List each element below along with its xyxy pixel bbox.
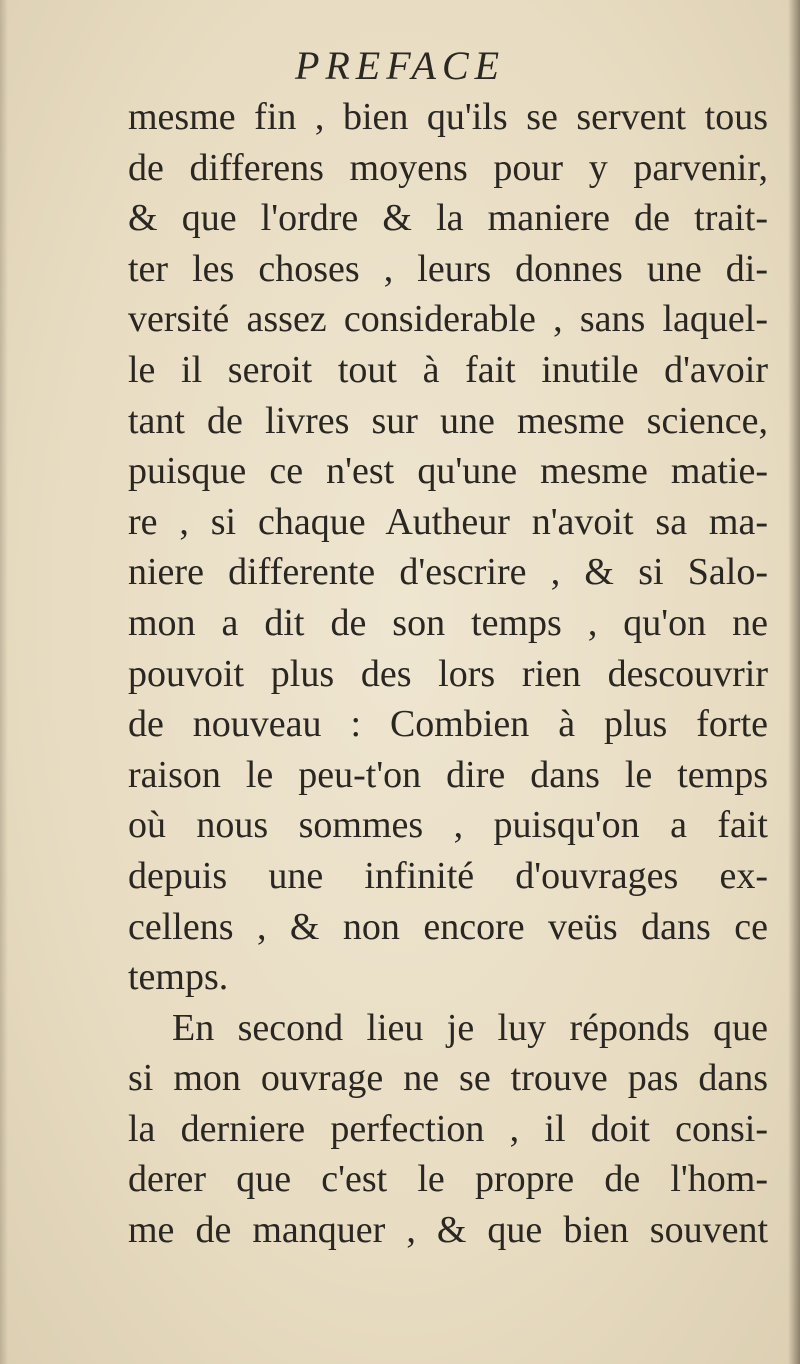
text-line: la derniere perfection , il doit consi- xyxy=(128,1107,768,1150)
body-text xyxy=(128,92,768,1256)
text-line: mesme fin , bien qu'ils se servent tous xyxy=(128,96,768,138)
text-line: niere differente d'escrire , & si Salo- xyxy=(128,551,768,594)
page-right-edge-shadow xyxy=(788,0,800,1364)
text-line: me de manquer , & que bien souvent xyxy=(128,1209,768,1252)
text-line: où nous sommes , puisqu'on a fait xyxy=(128,804,768,847)
text-line: re , si chaque Autheur n'avoit sa ma- xyxy=(128,500,768,543)
text-line: & que l'ordre & la maniere de trait- xyxy=(128,197,768,240)
text-line: raison le peu-t'on dire dans le temps xyxy=(128,753,768,796)
text-line: versité assez considerable , sans laquel- xyxy=(128,298,768,341)
paragraph-end-line: temps. xyxy=(128,956,229,999)
text-line: pouvoit plus des lors rien descouvrir xyxy=(128,652,768,695)
text-line: si mon ouvrage ne se trouve pas dans xyxy=(128,1057,768,1100)
text-line: ter les choses , leurs donnes une di- xyxy=(128,247,768,290)
text-line: de differens moyens pour y parvenir, xyxy=(128,146,768,189)
page-left-edge-shadow xyxy=(0,0,8,1364)
paragraph-start-line: En second lieu je luy réponds que xyxy=(172,1006,768,1049)
text-line: derer que c'est le propre de l'hom- xyxy=(128,1158,768,1201)
text-line: puisque ce n'est qu'une mesme matie- xyxy=(128,450,768,493)
text-line: tant de livres sur une mesme science, xyxy=(128,399,768,442)
text-line: le il seroit tout à fait inutile d'avoir xyxy=(128,348,768,391)
running-head: PREFACE xyxy=(294,43,506,88)
text-line: cellens , & non encore veüs dans ce xyxy=(128,905,768,948)
text-line: de nouveau : Combien à plus forte xyxy=(128,703,768,746)
text-line: mon a dit de son temps , qu'on ne xyxy=(128,601,768,644)
text-line: depuis une infinité d'ouvrages ex- xyxy=(128,854,768,897)
